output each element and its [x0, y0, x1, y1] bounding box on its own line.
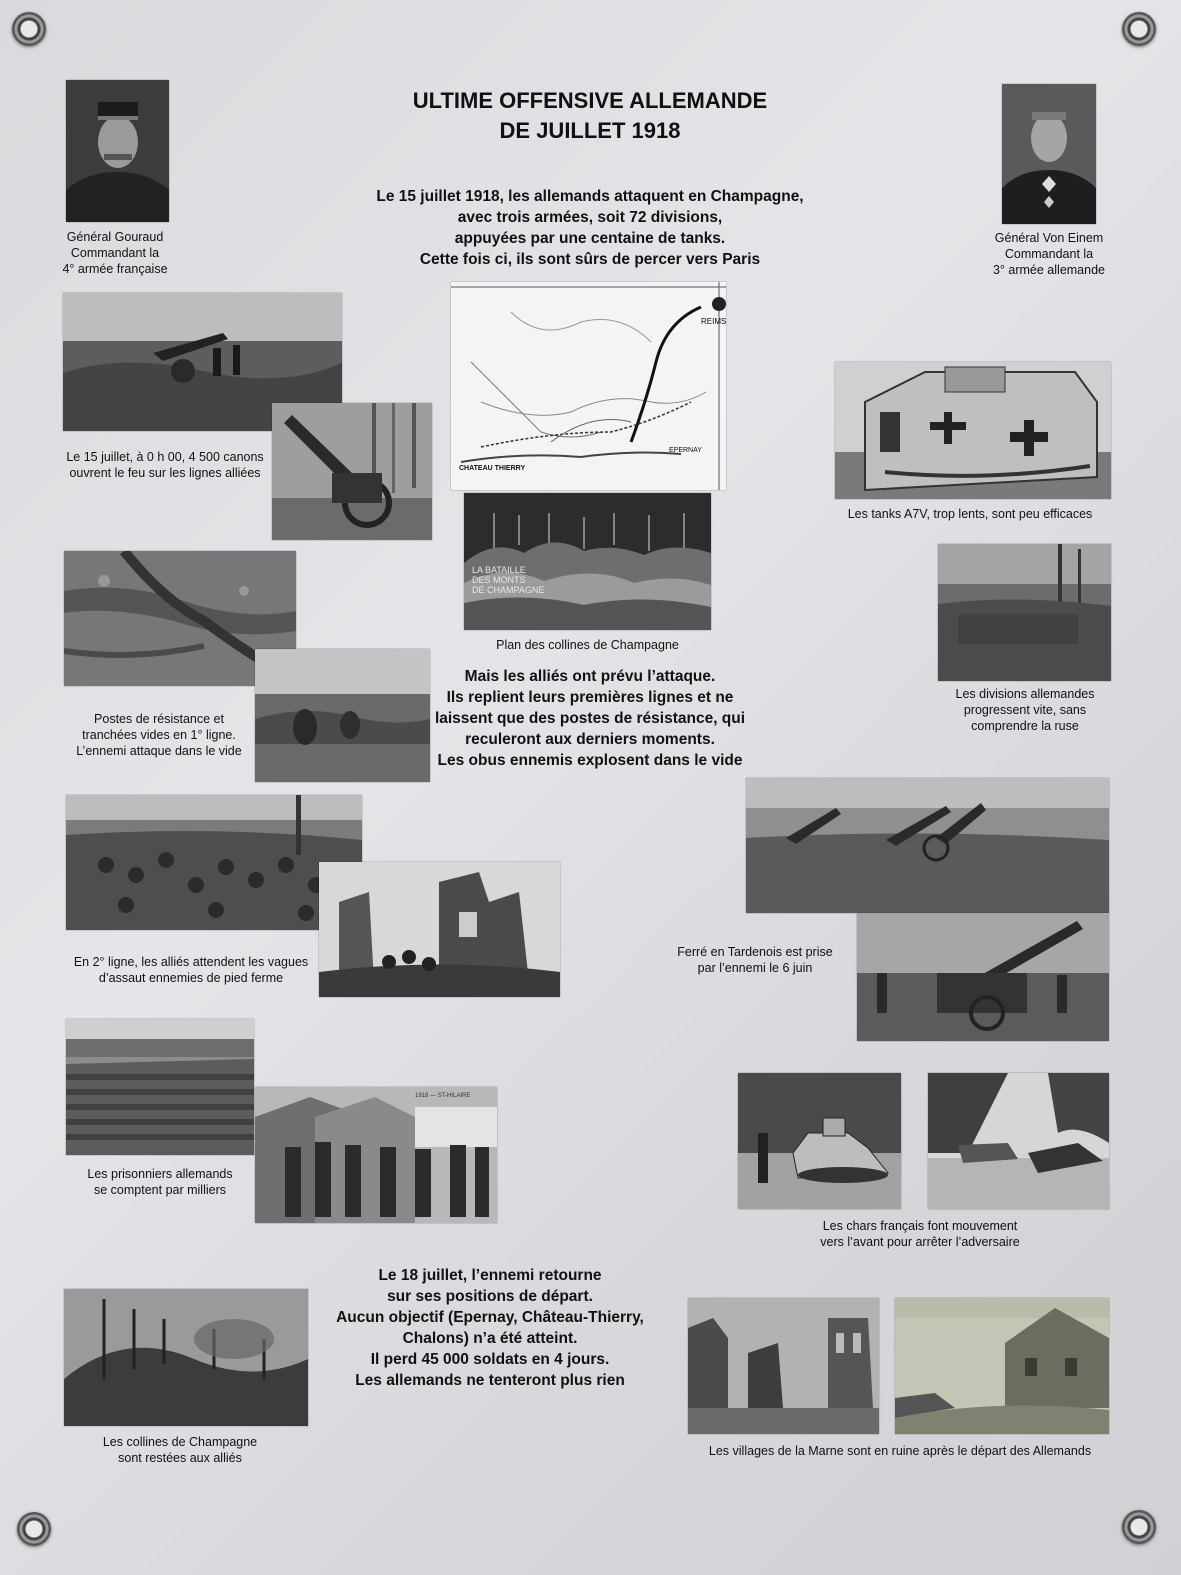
photo-prisoners-crowd	[66, 1019, 254, 1155]
caption-line: 4° armée française	[62, 262, 168, 276]
middle-line: Les obus ennemis explosent dans le vide	[437, 752, 743, 769]
photo-french-tank-2	[928, 1073, 1109, 1209]
final-line: sur ses positions de départ.	[387, 1288, 593, 1305]
caption-postes	[70, 711, 248, 759]
intro-text	[330, 186, 850, 270]
title-line-1: ULTIME OFFENSIVE ALLEMANDE	[412, 88, 768, 113]
caption-line: Postes de résistance et	[94, 712, 224, 726]
photo-soldiers-waiting	[66, 795, 362, 930]
grommet-bottom-right	[1122, 1510, 1156, 1544]
photo-howitzer	[272, 403, 432, 540]
portrait-gouraud	[66, 80, 169, 222]
caption-line: Général Gouraud	[66, 230, 164, 244]
panorama-monts-champagne	[464, 493, 711, 630]
caption-line: L’ennemi attaque dans le vide	[76, 744, 242, 758]
caption-line: ouvrent le feu sur les lignes alliées	[69, 466, 261, 480]
grommet-bottom-left	[17, 1512, 51, 1546]
caption-line: Plan des collines de Champagne	[496, 638, 679, 652]
panorama-label-line: DE CHAMPAGNE	[472, 585, 545, 595]
grommet-top-right	[1122, 12, 1156, 46]
grommet-top-left	[12, 12, 46, 46]
caption-line: 3° armée allemande	[992, 263, 1105, 277]
photo-french-tank-1	[738, 1073, 901, 1209]
caption-line: sont restées aux alliés	[118, 1451, 242, 1465]
map-label-epernay: EPERNAY	[669, 447, 702, 454]
caption-line: Les collines de Champagne	[102, 1435, 258, 1449]
photo-soldiers-trench	[255, 649, 430, 782]
caption-line: d’assaut ennemies de pied ferme	[98, 971, 284, 985]
portrait-von-einem	[1002, 84, 1096, 224]
photo-german-divisions	[938, 544, 1111, 681]
middle-line: Ils replient leurs premières lignes et ne	[446, 689, 734, 706]
caption-line: par l’ennemi le 6 juin	[697, 961, 813, 975]
caption-line: Les villages de la Marne sont en ruine après le départ des Allemands	[708, 1444, 1092, 1458]
intro-line: avec trois armées, soit 72 divisions,	[457, 209, 723, 226]
panorama-label-line: DES MONTS	[472, 575, 526, 585]
title-line-2: DE JUILLET 1918	[499, 118, 681, 143]
caption-canons	[60, 449, 270, 481]
final-line: Le 18 juillet, l’ennemi retourne	[378, 1267, 602, 1284]
caption-line: se comptent par milliers	[94, 1183, 226, 1197]
middle-line: Mais les alliés ont prévu l’attaque.	[464, 668, 716, 685]
caption-line: Commandant la	[1004, 247, 1094, 261]
caption-line: comprendre la ruse	[971, 719, 1079, 733]
caption-line: Ferré en Tardenois est prise	[677, 945, 833, 959]
photo-village-ruins-1	[688, 1298, 879, 1434]
final-line: Aucun objectif (Epernay, Château-Thierry,	[336, 1309, 644, 1326]
photo-tank-a7v	[835, 362, 1111, 499]
photo-village-ruins-2	[895, 1298, 1109, 1434]
caption-line: Les prisonniers allemands	[87, 1167, 233, 1181]
caption-line: Le 15 juillet, à 0 h 00, 4 500 canons	[66, 450, 264, 464]
caption-prisonniers	[70, 1166, 250, 1198]
final-text	[320, 1265, 660, 1391]
photo-artillery-line	[746, 778, 1109, 913]
final-line: Chalons) n’a été atteint.	[402, 1330, 578, 1347]
intro-line: appuyées par une centaine de tanks.	[454, 230, 726, 247]
panorama-label-line: LA BATAILLE	[472, 565, 526, 575]
caption-divisions	[940, 686, 1110, 734]
intro-line: Cette fois ci, ils sont sûrs de percer vers Paris	[419, 251, 761, 268]
final-line: Il perd 45 000 soldats en 4 jours.	[370, 1351, 610, 1368]
caption-plan	[464, 637, 711, 653]
caption-tanks-a7v	[820, 506, 1120, 522]
caption-collines	[80, 1434, 280, 1466]
caption-line: En 2° ligne, les alliés attendent les vagues	[73, 955, 309, 969]
caption-line: progressent vite, sans	[963, 703, 1087, 717]
caption-line: Général Von Einem	[994, 231, 1104, 245]
caption-deuxieme-ligne	[66, 954, 316, 986]
page-title	[330, 86, 850, 146]
caption-line: Les divisions allemandes	[955, 687, 1095, 701]
postcard-header: 1918 — ST-HILAIRE	[415, 1093, 471, 1099]
middle-line: reculeront aux derniers moments.	[465, 731, 715, 748]
caption-gouraud	[40, 229, 190, 277]
caption-chars-francais	[790, 1218, 1050, 1250]
photo-ruins-soldiers	[319, 862, 560, 997]
caption-von-einem	[970, 230, 1128, 278]
caption-line: vers l’avant pour arrêter l’adversaire	[820, 1235, 1020, 1249]
map-label-chateau-thierry: CHATEAU THIERRY	[459, 465, 526, 472]
map-label-reims: REIMS	[701, 317, 726, 326]
middle-text	[420, 666, 760, 771]
final-line: Les allemands ne tenteront plus rien	[355, 1372, 625, 1389]
caption-villages	[690, 1443, 1110, 1459]
photo-prisoners-postcard	[255, 1087, 497, 1223]
photo-champagne-hills	[64, 1289, 308, 1426]
caption-ferre	[670, 944, 840, 976]
intro-line: Le 15 juillet 1918, les allemands attaquent en Champagne,	[376, 188, 804, 205]
caption-line: Les chars français font mouvement	[822, 1219, 1018, 1233]
map-champagne-front	[451, 282, 726, 490]
caption-line: Commandant la	[70, 246, 160, 260]
caption-line: Les tanks A7V, trop lents, sont peu efficaces	[847, 507, 1093, 521]
caption-line: tranchées vides en 1° ligne.	[82, 728, 236, 742]
middle-line: laissent que des postes de résistance, qui	[434, 710, 746, 727]
photo-heavy-gun	[857, 913, 1109, 1041]
